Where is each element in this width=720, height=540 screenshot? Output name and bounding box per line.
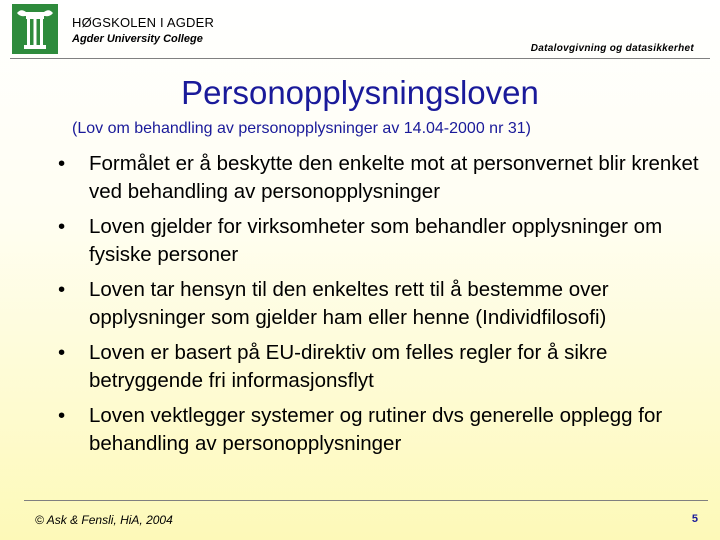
slide-subtitle: (Lov om behandling av personopplysninger av 14.04-2000 nr 31) <box>72 120 531 137</box>
bullet-icon: • <box>58 341 66 364</box>
bullet-icon: • <box>58 404 66 427</box>
course-name: Datalovgivning og datasikkerhet <box>530 43 694 54</box>
column-logo-icon <box>12 4 58 54</box>
header-divider <box>10 58 710 59</box>
school-name: HØGSKOLEN I AGDER <box>72 15 215 30</box>
bullet-icon: • <box>58 215 66 238</box>
list-item-text: Formålet er å beskytte den enkelte mot at personvernet blir krenket ved behandling av personopplysninger <box>89 152 699 203</box>
list-item <box>0 339 720 395</box>
list-item-text: Loven tar hensyn til den enkeltes rett til å bestemme over opplysninger som gjelder ham eller henne (Individfilosofi) <box>89 278 609 329</box>
slide-title: Personopplysningsloven <box>181 74 539 111</box>
list-item-text: Loven vektlegger systemer og rutiner dvs generelle opplegg for behandling av personopplysninger <box>89 404 663 455</box>
list-item <box>0 213 720 269</box>
footer-divider <box>24 500 708 501</box>
copyright-notice: © Ask & Fensli, HiA, 2004 <box>35 513 173 527</box>
list-item-text: Loven er basert på EU-direktiv om felles regler for å sikre betryggende fri informasjonsflyt <box>89 341 608 392</box>
school-subtitle: Agder University College <box>72 33 203 45</box>
bullet-list <box>0 150 720 465</box>
bullet-icon: • <box>58 152 66 175</box>
list-item <box>0 276 720 332</box>
list-item <box>0 402 720 458</box>
page-number: 5 <box>691 513 698 525</box>
list-item <box>0 150 720 206</box>
list-item-text: Loven gjelder for virksomheter som behandler opplysninger om fysiske personer <box>89 215 663 266</box>
bullet-icon: • <box>58 278 66 301</box>
